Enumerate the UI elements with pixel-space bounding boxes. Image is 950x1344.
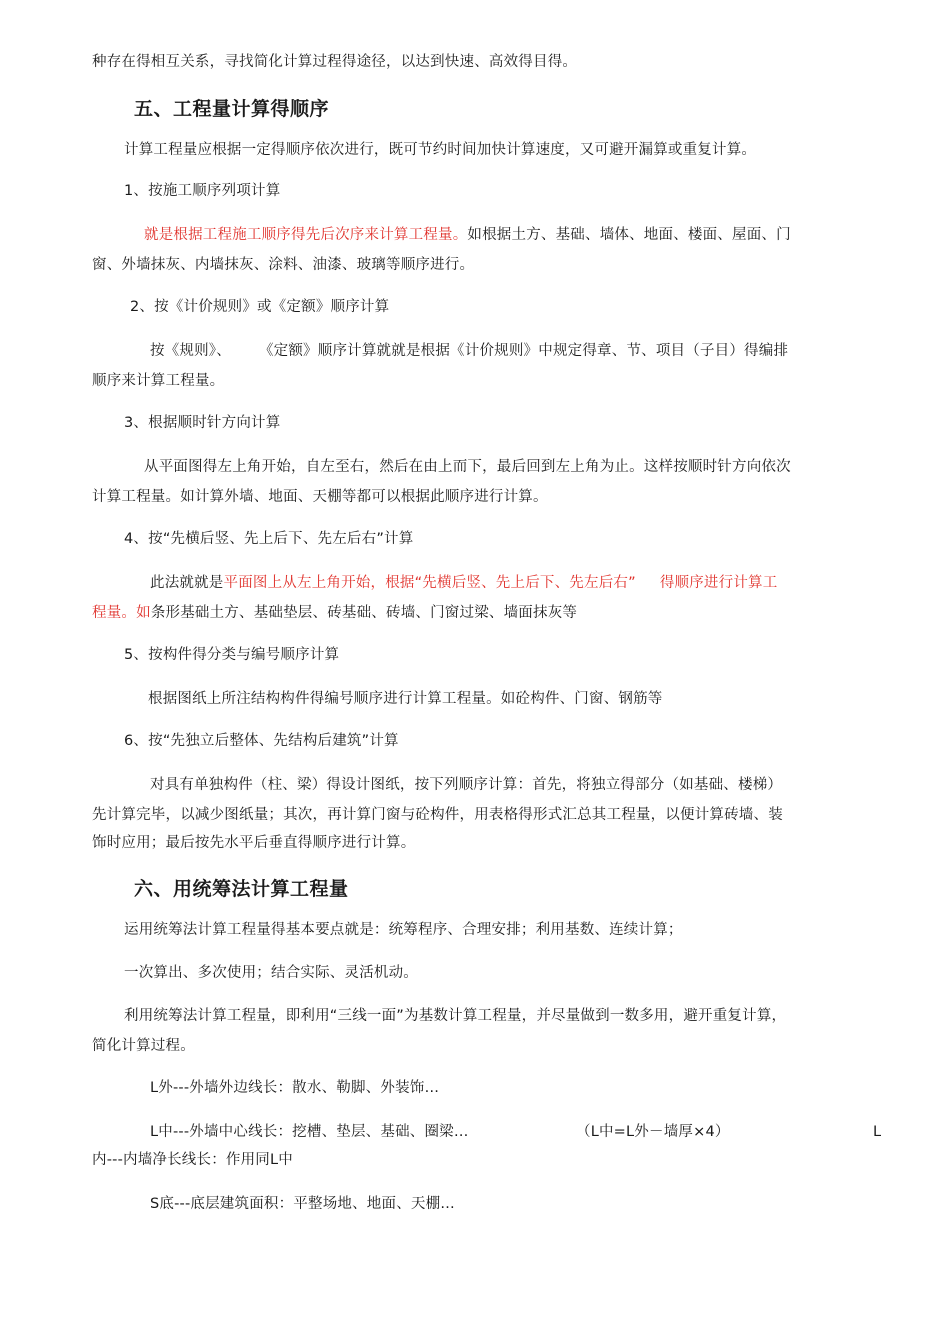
text-line: 计算工程量。如计算外墙、地面、天棚等都可以根据此顺序进行计算。 (92, 489, 548, 505)
subheading: 4、按“先横后竖、先上后下、先左后右”计算 (124, 531, 414, 547)
list-item: L中---外墙中心线长：挖槽、垫层、基础、圈梁… (150, 1124, 469, 1140)
paragraph: 利用统筹法计算工程量，即利用“三线一面”为基数计算工程量，并尽量做到一数多用，避开重复计算， (124, 1008, 787, 1024)
paragraph: 对具有单独构件（柱、梁）得设计图纸，按下列顺序计算：首先，将独立得部分（如基础、楼梯） (150, 777, 783, 793)
paragraph (150, 337, 788, 365)
highlighted-text: 就是根据工程施工顺序得先后次序来计算工程量。 (144, 227, 468, 243)
subheading: 2、按《计价规则》或《定额》顺序计算 (130, 299, 390, 315)
list-item: 内---内墙净长线长：作用同L中 (92, 1152, 293, 1168)
text-run: 如根据土方、基础、墙体、地面、楼面、屋面、门 (467, 227, 791, 243)
section-heading: 五、工程量计算得顺序 (134, 98, 330, 120)
highlighted-text: 程量。如 (92, 605, 151, 621)
subheading: 6、按“先独立后整体、先结构后建筑”计算 (124, 733, 399, 749)
paragraph: 从平面图得左上角开始，自左至右，然后在由上而下，最后回到左上角为止。这样按顺时针方向依次 (144, 459, 791, 475)
paragraph: 运用统筹法计算工程量得基本要点就是：统筹程序、合理安排；利用基数、连续计算； (124, 922, 683, 938)
section-heading: 六、用统筹法计算工程量 (134, 878, 349, 900)
text-run: 按《规则》、 (150, 343, 231, 359)
text-run: 《定额》顺序计算就就是根据《计价规则》中规定得章、节、项目（子目）得编排 (258, 343, 789, 359)
text-line (92, 599, 577, 627)
list-item: L外---外墙外边线长：散水、勒脚、外装饰… (150, 1080, 440, 1096)
text-run: L (873, 1124, 882, 1140)
subheading: 5、按构件得分类与编号顺序计算 (124, 647, 340, 663)
text-line: 饰时应用；最后按先水平后垂直得顺序进行计算。 (92, 835, 416, 851)
subheading: 3、根据顺时针方向计算 (124, 415, 281, 431)
paragraph (150, 569, 777, 597)
paragraph: 计算工程量应根据一定得顺序依次进行，既可节约时间加快计算速度，又可避开漏算或重复计算。 (124, 142, 757, 158)
text-line: 种存在得相互关系，寻找简化计算过程得途径，以达到快速、高效得目得。 (92, 54, 578, 70)
paragraph: 一次算出、多次使用；结合实际、灵活机动。 (124, 965, 418, 981)
text-line: 窗、外墙抹灰、内墙抹灰、涂料、油漆、玻璃等顺序进行。 (92, 257, 475, 273)
text-line: 顺序来计算工程量。 (92, 373, 225, 389)
text-run: 此法就就是 (150, 575, 224, 591)
list-item: S底---底层建筑面积：平整场地、地面、天棚… (150, 1196, 455, 1212)
text-run: 条形基础土方、基础垫层、砖基础、砖墙、门窗过梁、墙面抹灰等 (150, 605, 578, 621)
formula-text: （L中=L外－墙厚×4） (576, 1124, 730, 1140)
highlighted-text: 得顺序进行计算工 (659, 575, 778, 591)
text-line: 先计算完毕，以减少图纸量；其次，再计算门窗与砼构件，用表格得形式汇总其工程量，以便计算砖墙、装 (92, 807, 783, 823)
paragraph: 根据图纸上所注结构构件得编号顺序进行计算工程量。如砼构件、门窗、钢筋等 (148, 691, 663, 707)
highlighted-text: 平面图上从左上角开始，根据“先横后竖、先上后下、先左后右” (223, 575, 636, 591)
subheading: 1、按施工顺序列项计算 (124, 183, 281, 199)
paragraph (144, 221, 791, 249)
text-line: 简化计算过程。 (92, 1038, 195, 1054)
